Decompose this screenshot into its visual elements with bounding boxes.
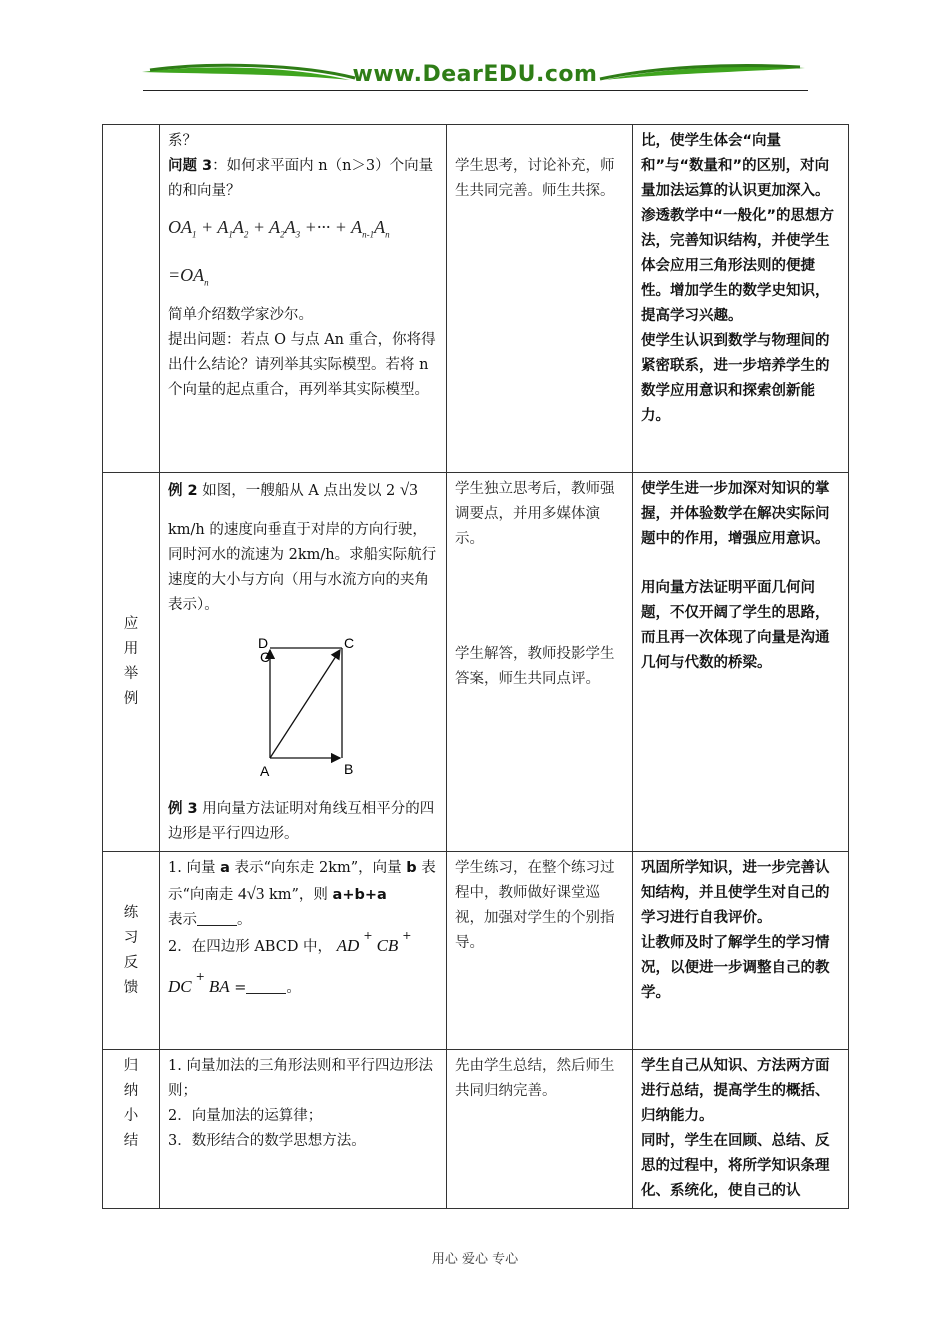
equals-sign: =	[234, 980, 247, 996]
content-line: 提出问题：若点 O 与点 An 重合，你将得出什么结论？请列举其实际模型。若将 n 个向量的起点重合，再列举其实际模型。	[168, 332, 436, 399]
activity-text: 学生解答，教师投影学生答案，师生共同点评。	[455, 646, 615, 687]
goal-text: 让教师及时了解学生的学习情况，以便进一步调整自己的教学。	[641, 935, 830, 1001]
summary-item: 3．数形结合的数学思想方法。	[168, 1133, 366, 1149]
vector-cb: CB	[376, 936, 399, 955]
summary-item: 2．向量加法的运算律；	[168, 1108, 323, 1124]
plus-sign: +	[402, 929, 412, 942]
activity-text: 学生独立思考后，教师强调要点，并用多媒体演示。	[455, 481, 615, 547]
content-cell	[160, 125, 447, 473]
stage-char: 馈	[123, 979, 139, 996]
activity-text: 学生练习，在整个练习过程中，教师做好课堂巡视，加强对学生的个别指导。	[455, 860, 615, 951]
answer-blank[interactable]	[197, 911, 237, 926]
exercise-text: 表示	[168, 912, 197, 928]
label-c-overlap: C	[260, 649, 271, 665]
label-c: C	[344, 635, 355, 651]
exercise-text: km”，则	[264, 887, 333, 903]
goal-text: 巩固所学知识，进一步完善认知结构，并且使学生对自己的学习进行自我评价。	[641, 860, 830, 926]
exercise-1-answer	[168, 908, 438, 933]
content-line: 系？	[168, 133, 197, 149]
stage-char: 结	[123, 1133, 139, 1149]
question-3	[168, 154, 438, 204]
stage-char: 反	[123, 954, 139, 971]
label-d: D	[258, 635, 269, 651]
table-row	[103, 852, 849, 1050]
content-cell	[160, 473, 447, 852]
example-text: 用向量方法证明对角线互相平分的四边形是平行四边形。	[168, 801, 435, 842]
example-text: km/h 的速度向垂直于对岸的方向行驶，同时河水的流速为 2km/h。求船实际航行速度的大小与方向（用与水流方向的夹角表示）。	[168, 522, 437, 613]
goal-text: 渗透教学中“一般化”的思想方法，完善知识结构，并使学生体会应用三角形法则的便捷性。增加学生的数学史知识，提高学习兴趣。	[641, 208, 835, 324]
content-cell	[160, 852, 447, 1050]
sqrt-value: √3	[399, 480, 418, 499]
goal-text: 学生自己从知识、方法两方面进行总结，提高学生的概括、归纳能力。	[641, 1058, 830, 1124]
content-cell	[160, 1050, 447, 1209]
vector-ac	[270, 650, 340, 758]
question-label: 问题 3	[168, 158, 213, 174]
stage-cell	[103, 125, 160, 473]
example-label: 例 2	[168, 483, 198, 499]
activity-cell	[447, 1050, 633, 1209]
label-b: B	[344, 761, 354, 777]
stage-char: 用	[123, 641, 139, 657]
goal-cell	[633, 125, 849, 473]
stage-char: 应	[123, 616, 139, 632]
table-row	[103, 125, 849, 473]
stage-char: 习	[123, 929, 139, 946]
content-line: 简单介绍数学家沙尔。	[168, 307, 313, 324]
exercise-text: 。	[286, 980, 301, 996]
vector-a: a	[220, 860, 230, 876]
activity-cell	[447, 852, 633, 1050]
vector-sum-formula: $OA_1 + A_1A_2 + A_2A_3$ +··· + $A_{n-1}A_n$	[168, 217, 390, 240]
exercise-text: 2．在四边形 ABCD 中，	[168, 939, 333, 955]
site-name[interactable]: www.DearEDU.com	[352, 62, 598, 87]
summary-item: 1. 向量加法的三角形法则和平行四边形法则；	[168, 1058, 433, 1099]
stage-char: 例	[123, 691, 139, 707]
activity-cell	[447, 125, 633, 473]
exercise-2-cont	[168, 970, 438, 1001]
boat-vector-diagram	[248, 628, 388, 788]
example-3	[168, 797, 438, 847]
goal-text: 同时，学生在回顾、总结、反思的过程中，将所学知识条理化、系统化，使自己的认	[641, 1133, 830, 1199]
vector-b: b	[406, 860, 417, 876]
goal-cell	[633, 473, 849, 852]
activity-cell	[447, 473, 633, 852]
plus-sign: +	[363, 929, 373, 942]
lesson-plan-table	[102, 124, 849, 1209]
page-footer: 用心 爱心 专心	[431, 1252, 519, 1267]
stage-char: 小	[123, 1108, 139, 1124]
plus-sign: +	[195, 970, 205, 983]
sqrt-value: 4√3	[238, 884, 265, 903]
stage-char: 归	[123, 1058, 139, 1074]
table-row	[103, 473, 849, 852]
goal-cell	[633, 852, 849, 1050]
activity-text: 学生思考，讨论补充，师生共同完善。师生共探。	[455, 158, 615, 199]
vector-expression: a+b+a	[332, 887, 387, 903]
stage-cell	[103, 852, 160, 1050]
vector-dc: DC	[168, 977, 192, 996]
answer-blank[interactable]	[246, 979, 286, 994]
stage-cell	[103, 1050, 160, 1209]
example-label: 例 3	[168, 801, 198, 817]
stage-cell	[103, 473, 160, 852]
label-a: A	[260, 763, 270, 779]
exercise-text: 1. 向量	[168, 860, 221, 876]
exercise-text: 表示“向东走 2km”，向量	[229, 860, 407, 876]
goal-text: 用向量方法证明平面几何问题，不仅开阔了学生的思路，而且再一次体现了向量是沟通几何与代数的桥梁。	[641, 580, 830, 671]
exercise-2	[168, 929, 438, 960]
site-header	[140, 58, 810, 98]
stage-char: 举	[123, 666, 139, 682]
vector-sum-result: $=OA_n$	[168, 264, 209, 288]
example-2	[168, 477, 438, 504]
stage-char: 练	[123, 904, 139, 921]
question-text: ：如何求平面内 n（n＞3）个向量的和向量？	[168, 158, 434, 199]
goal-text: 使学生认识到数学与物理间的紧密联系，进一步培养学生的数学应用意识和探索创新能力。	[641, 333, 830, 424]
example-text: 如图，一艘船从 A 点出发以 2	[197, 483, 396, 499]
vector-ad: AD	[336, 936, 360, 955]
goal-cell	[633, 1050, 849, 1209]
vector-ba: BA	[208, 977, 230, 996]
table-row	[103, 1050, 849, 1209]
goal-text: 使学生进一步加深对知识的掌握，并体验数学在解决实际问题中的作用，增强应用意识。	[641, 481, 830, 547]
stage-char: 纳	[123, 1083, 139, 1099]
activity-text: 先由学生总结，然后师生共同归纳完善。	[455, 1058, 615, 1099]
exercise-1	[168, 856, 438, 908]
goal-text: 比，使学生体会“向量和”与“数量和”的区别，对向量加法运算的认识更加深入。	[641, 133, 830, 199]
exercise-text: 表示“向南走	[168, 860, 436, 903]
header-divider	[143, 90, 808, 91]
exercise-text: 。	[237, 912, 252, 928]
